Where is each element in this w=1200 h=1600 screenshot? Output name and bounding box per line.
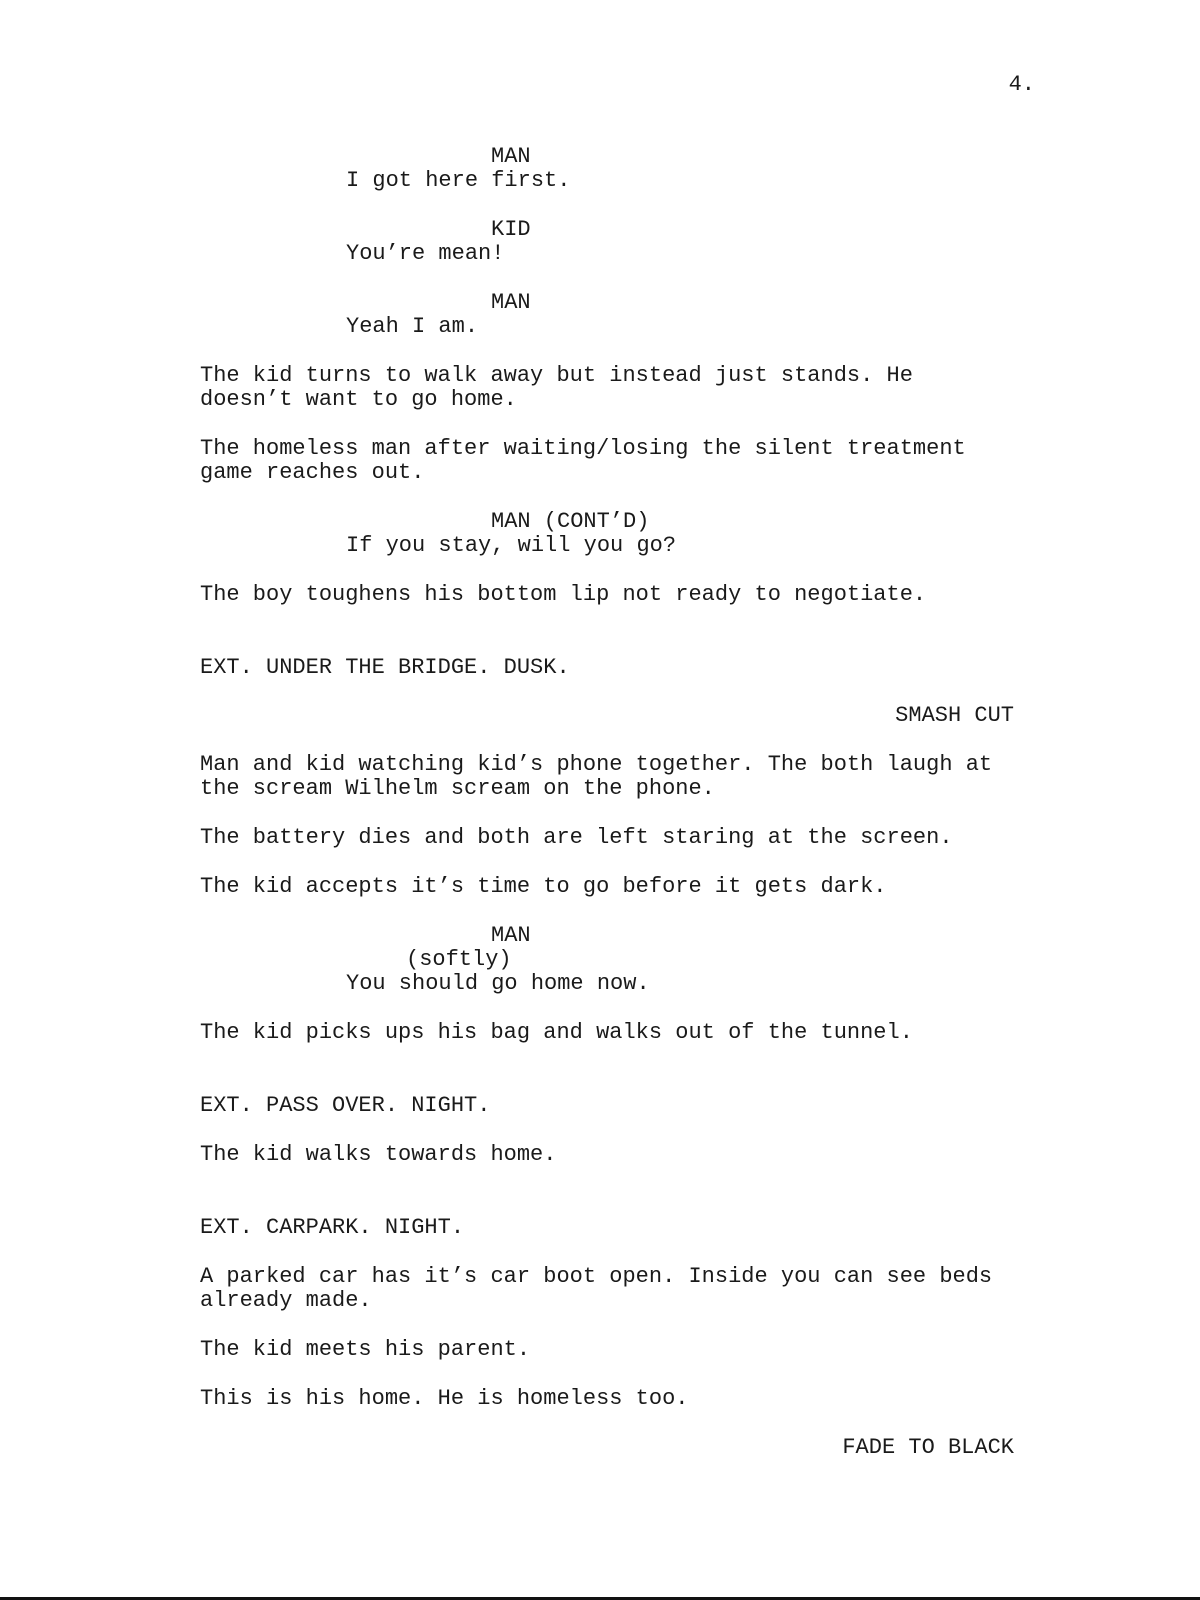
action-paragraph: A parked car has it’s car boot open. Inside you can see beds already made. — [200, 1264, 993, 1313]
scene-heading: EXT. UNDER THE BRIDGE. DUSK. — [200, 655, 570, 680]
transition: SMASH CUT — [895, 703, 1014, 728]
character-name: MAN — [491, 144, 531, 169]
character-name: MAN (CONT’D) — [491, 509, 650, 534]
action-paragraph: The battery dies and both are left staring at the screen. — [200, 825, 953, 850]
character-name: MAN — [491, 923, 531, 948]
action-paragraph: The kid accepts it’s time to go before it gets dark. — [200, 874, 887, 899]
action-paragraph: This is his home. He is homeless too. — [200, 1386, 689, 1411]
action-paragraph: The kid turns to walk away but instead just stands. He doesn’t want to go home. — [200, 363, 913, 412]
dialogue-line: Yeah I am. — [346, 314, 479, 339]
character-name: KID — [491, 217, 531, 242]
scene-heading: EXT. PASS OVER. NIGHT. — [200, 1093, 491, 1118]
dialogue-line: You’re mean! — [346, 241, 505, 266]
dialogue-line: I got here first. — [346, 168, 571, 193]
action-paragraph: The kid meets his parent. — [200, 1337, 531, 1362]
action-paragraph: The boy toughens his bottom lip not ready to negotiate. — [200, 582, 927, 607]
action-paragraph: Man and kid watching kid’s phone together. The both laugh at the scream Wilhelm scream on the phone. — [200, 752, 993, 801]
action-paragraph: The kid picks ups his bag and walks out of the tunnel. — [200, 1020, 913, 1045]
parenthetical: (softly) — [406, 947, 512, 972]
transition: FADE TO BLACK — [842, 1435, 1014, 1460]
scene-heading: EXT. CARPARK. NIGHT. — [200, 1215, 465, 1240]
action-paragraph: The homeless man after waiting/losing the silent treatment game reaches out. — [200, 436, 966, 485]
page-number: 4. — [1008, 72, 1035, 97]
dialogue-line: You should go home now. — [346, 971, 650, 996]
character-name: MAN — [491, 290, 531, 315]
action-paragraph: The kid walks towards home. — [200, 1142, 557, 1167]
dialogue-line: If you stay, will you go? — [346, 533, 677, 558]
